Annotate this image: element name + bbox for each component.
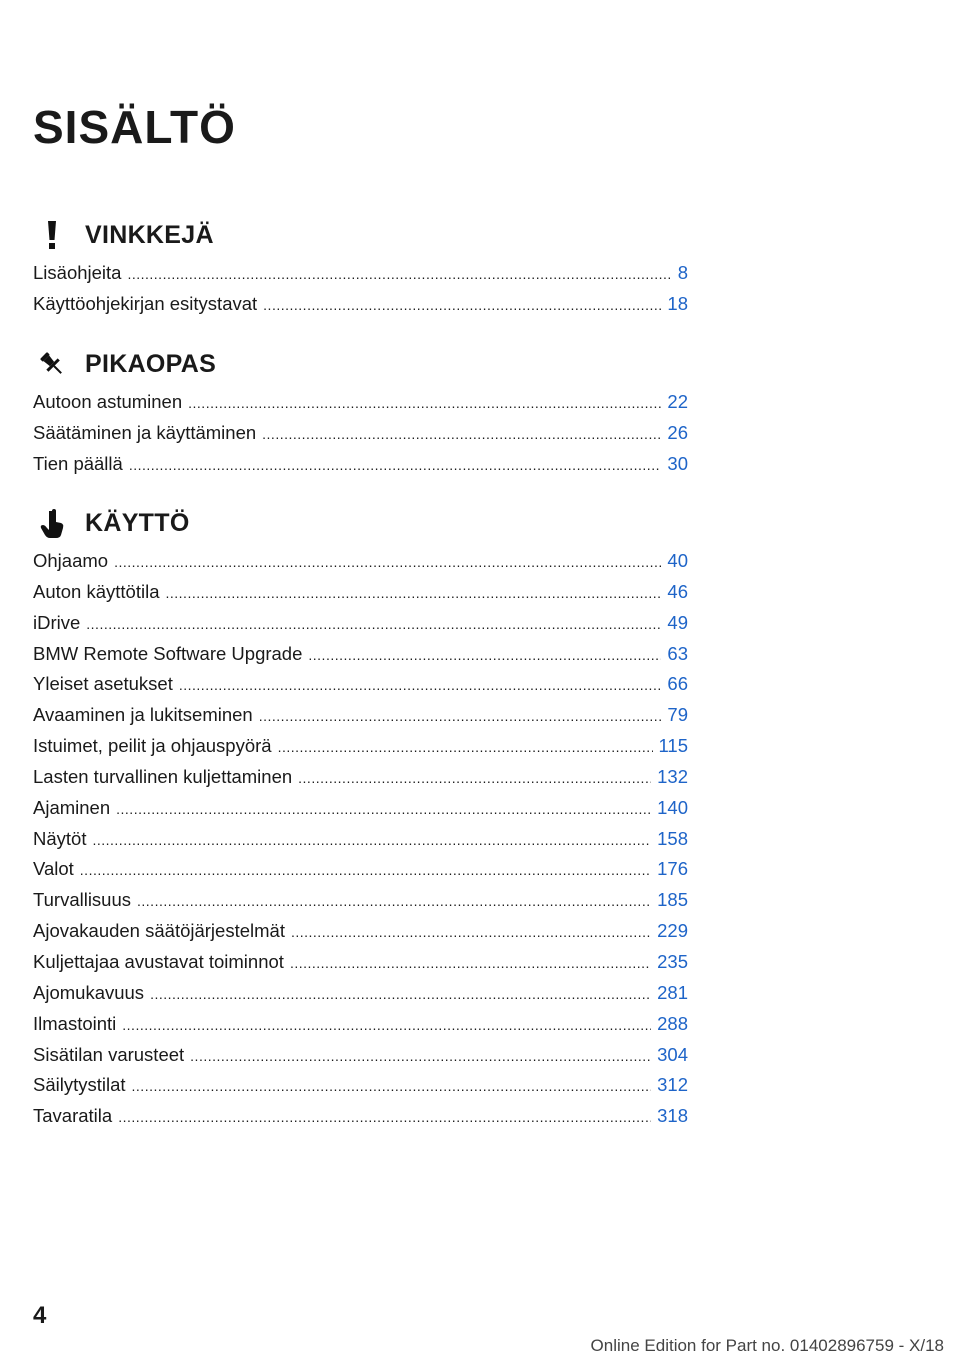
toc-entry-label: Auton käyttötila (33, 580, 160, 602)
toc-entry-page[interactable]: 30 (667, 452, 688, 474)
toc-entry-page[interactable]: 40 (667, 550, 688, 571)
section-kaytto (33, 506, 688, 1132)
dot-leader (86, 609, 661, 640)
toc-entry-label: Ajomukavuus (33, 981, 145, 1003)
dot-leader (259, 701, 662, 732)
toc-entry-page[interactable]: 229 (657, 920, 688, 942)
toc-entry-page[interactable]: 281 (657, 981, 688, 1003)
toc-entry-page[interactable]: 288 (657, 1012, 688, 1034)
dot-leader (262, 419, 661, 450)
toc-entry-label: BMW Remote Software Upgrade (33, 642, 303, 664)
toc-entry-label: Näytöt (33, 827, 87, 849)
dot-leader (80, 855, 651, 886)
toc-entry[interactable] (33, 854, 688, 885)
toc-entry[interactable] (33, 1009, 688, 1040)
section-header (33, 506, 688, 546)
toc-entry-label: Sisätilan varusteet (33, 1043, 185, 1065)
toc-entry-page[interactable]: 158 (657, 827, 688, 849)
toc-entry-page[interactable]: 79 (667, 704, 688, 726)
toc-list (33, 258, 688, 320)
dot-leader (116, 794, 651, 825)
dot-leader (298, 763, 651, 794)
toc-entry[interactable] (33, 449, 688, 480)
toc-entry-label: Tavaratila (33, 1105, 113, 1127)
toc-entry-page[interactable]: 176 (657, 858, 688, 880)
pointing-hand-icon (35, 506, 69, 540)
toc-entry-label: Lisäohjeita (33, 262, 122, 283)
toc-entry-page[interactable]: 8 (677, 262, 688, 283)
dot-leader (129, 450, 662, 481)
toc-entry-page[interactable]: 115 (658, 735, 688, 757)
toc-entry[interactable] (33, 700, 688, 731)
page-title: SISÄLTÖ (33, 101, 236, 153)
toc-entry-page[interactable]: 63 (667, 642, 688, 664)
toc-entry-label: Säätäminen ja käyttäminen (33, 421, 257, 443)
toc-entry[interactable] (33, 608, 688, 639)
pin-icon (35, 347, 69, 381)
toc-entry[interactable] (33, 978, 688, 1009)
toc-entry-page[interactable]: 140 (657, 796, 688, 818)
toc-entry[interactable] (33, 731, 688, 762)
toc-entry-label: Autoon astuminen (33, 391, 183, 412)
dot-leader (137, 886, 651, 917)
toc-entry[interactable] (33, 1070, 688, 1101)
toc-entry-label: Käyttöohjekirjan esitystavat (33, 292, 258, 314)
dot-leader (132, 1071, 652, 1102)
toc-entry-label: Ajovakauden säätöjärjestelmät (33, 920, 285, 942)
toc-entry-page[interactable]: 185 (657, 889, 688, 911)
dot-leader (166, 578, 662, 609)
section-title: VINKKEJÄ (85, 221, 214, 249)
toc-entry-label: Tien päällä (33, 452, 123, 474)
toc-entry[interactable] (33, 824, 688, 855)
dot-leader (190, 1041, 651, 1072)
toc-entry[interactable] (33, 546, 688, 577)
toc-entry[interactable] (33, 762, 688, 793)
toc-entry-label: Istuimet, peilit ja ohjauspyörä (33, 735, 272, 757)
dot-leader (127, 259, 671, 290)
toc-entry-page[interactable]: 132 (657, 765, 688, 787)
section-title: KÄYTTÖ (85, 509, 190, 537)
toc-entry-label: Lasten turvallinen kuljettaminen (33, 765, 293, 787)
toc-entry[interactable] (33, 947, 688, 978)
toc-entry[interactable] (33, 289, 688, 320)
section-pikaopas (33, 347, 688, 480)
dot-leader (263, 290, 661, 321)
toc-entry-label: Kuljettajaa avustavat toiminnot (33, 950, 284, 972)
toc-entry-label: Ohjaamo (33, 550, 109, 571)
toc-entry-page[interactable]: 235 (657, 950, 688, 972)
toc-entry-page[interactable]: 49 (667, 611, 688, 633)
toc-entry-page[interactable]: 26 (667, 421, 688, 443)
toc-entry-page[interactable]: 22 (667, 391, 688, 412)
toc-entry[interactable] (33, 387, 688, 418)
toc-entry-page[interactable]: 46 (667, 580, 688, 602)
dot-leader (150, 979, 651, 1010)
toc-list (33, 387, 688, 480)
toc-entry-page[interactable]: 304 (657, 1043, 688, 1065)
dot-leader (188, 388, 661, 419)
page-number: 4 (33, 1302, 47, 1329)
toc-entry-page[interactable]: 66 (667, 673, 688, 695)
toc-entry[interactable] (33, 577, 688, 608)
exclamation-icon (35, 218, 69, 252)
toc-entry-page[interactable]: 312 (657, 1074, 688, 1096)
dot-leader (122, 1010, 651, 1041)
toc-entry[interactable] (33, 793, 688, 824)
toc-entry[interactable] (33, 639, 688, 670)
toc-entry-label: Ajaminen (33, 796, 111, 818)
dot-leader (114, 547, 661, 578)
toc-entry[interactable] (33, 669, 688, 700)
toc-entry[interactable] (33, 916, 688, 947)
toc-entry[interactable] (33, 1101, 688, 1132)
toc-entry-label: Säilytystilat (33, 1074, 126, 1096)
dot-leader (118, 1102, 651, 1133)
dot-leader (308, 640, 661, 671)
toc-entry-page[interactable]: 18 (667, 292, 688, 314)
toc-entry[interactable] (33, 885, 688, 916)
toc-entry[interactable] (33, 418, 688, 449)
toc-entry[interactable] (33, 258, 688, 289)
section-title: PIKAOPAS (85, 350, 217, 378)
dot-leader (179, 670, 662, 701)
toc-entry-label: Turvallisuus (33, 889, 132, 911)
section-vinkkeja (33, 218, 688, 320)
toc-entry[interactable] (33, 1040, 688, 1071)
footer-edition: Online Edition for Part no. 01402896759 - X/18 (590, 1336, 944, 1355)
dot-leader (92, 825, 651, 856)
toc-entry-page[interactable]: 318 (657, 1105, 688, 1127)
toc-entry-label: Valot (33, 858, 74, 880)
toc-entry-label: Yleiset asetukset (33, 673, 173, 695)
dot-leader (291, 917, 651, 948)
toc-entry-label: Avaaminen ja lukitseminen (33, 704, 253, 726)
toc-list (33, 546, 688, 1132)
section-header (33, 347, 688, 387)
dot-leader (290, 948, 651, 979)
dot-leader (278, 732, 653, 763)
section-header (33, 218, 688, 258)
toc-entry-label: iDrive (33, 611, 81, 633)
toc-entry-label: Ilmastointi (33, 1012, 117, 1034)
